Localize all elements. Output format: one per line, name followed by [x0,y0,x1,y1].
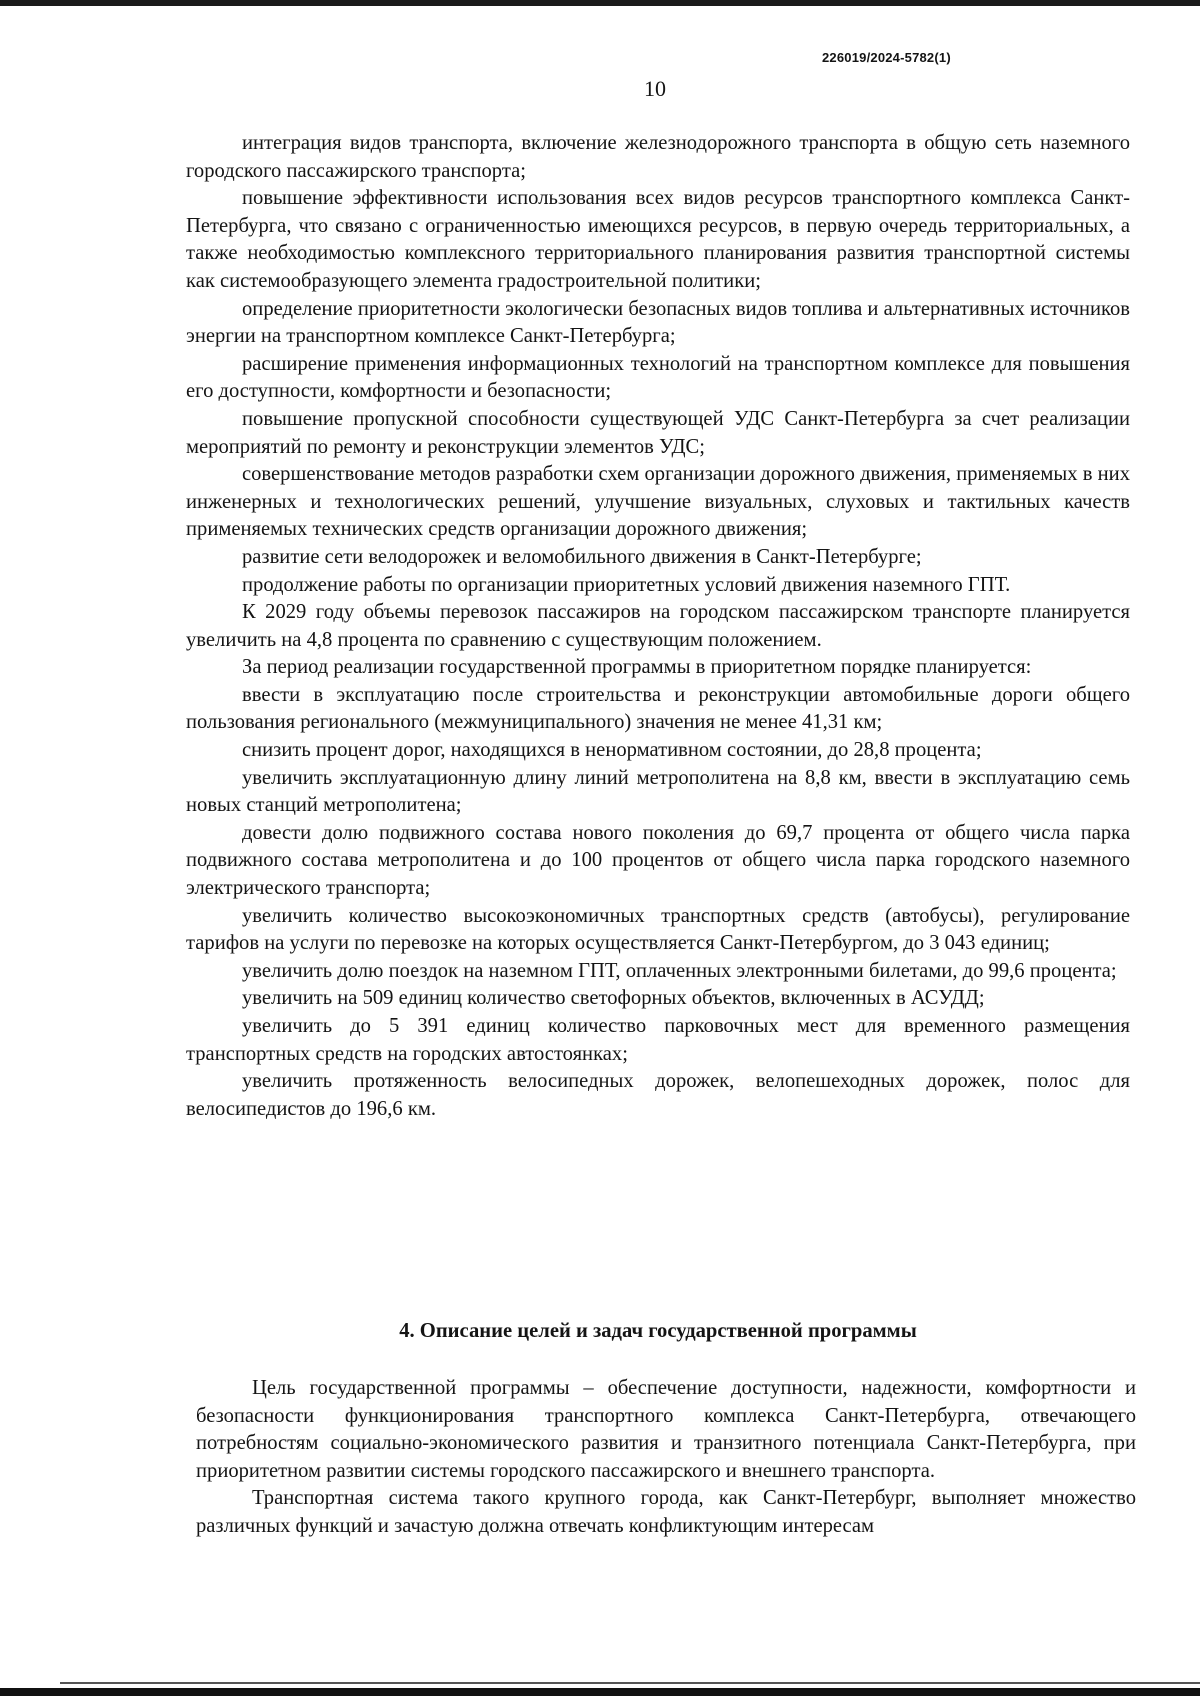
scan-edge-top [0,0,1200,6]
paragraph: ввести в эксплуатацию после строительства и реконструкции автомобильные дороги общего пользования регионального (межмуниципального) значения не менее 41,31 км; [186,683,1130,734]
paragraph: расширение применения информационных технологий на транспортном комплексе для повышения его доступности, комфортности и безопасности; [186,352,1130,403]
section-paragraph: Транспортная система такого крупного города, как Санкт-Петербург, выполняет множество различных функций и зачастую должна отвечать конфликтующим интересам [196,1487,1136,1537]
paragraph: увеличить количество высокоэкономичных транспортных средств (автобусы), регулирование тарифов на услуги по перевозке на которых осуществляется Санкт-Петербургом, до 3 043 единиц; [186,904,1130,955]
paragraph: увеличить до 5 391 единиц количество парковочных мест для временного размещения транспортных средств на городских автостоянках; [186,1015,1130,1065]
paragraph: продолжение работы по организации приоритетных условий движения наземного ГПТ. [242,573,1011,596]
page-number: 10 [644,76,666,101]
paragraph: увеличить долю поездок на наземном ГПТ, оплаченных электронными билетами, до 99,6 процента; [242,959,1117,982]
paragraph: повышение эффективности использования всех видов ресурсов транспортного комплекса Санкт-Петербурга, что связано с ограниченностью имеющихся ресурсов, в первую очередь территориальных, а также необходимостью комплексного территориального планирования развития транспортной системы как системообразующего элемента градостроительной политики; [186,187,1130,292]
paragraph: совершенствование методов разработки схем организации дорожного движения, применяемых в них инженерных и технологических решений, улучшение визуальных, слуховых и тактильных качеств применяемых технических средств организации дорожного движения; [186,463,1130,541]
document-body [186,130,1130,1123]
paragraph: интеграция видов транспорта, включение железнодорожного транспорта в общую сеть наземного городского пассажирского транспорта; [186,132,1130,182]
paragraph: снизить процент дорог, находящихся в ненормативном состоянии, до 28,8 процента; [242,739,982,762]
paragraph: определение приоритетности экологически безопасных видов топлива и альтернативных источников энергии на транспортном комплексе Санкт-Петербурга; [186,297,1130,348]
section-paragraph: Цель государственной программы – обеспечение доступности, надежности, комфортности и безопасности функционирования транспортного комплекса Санкт-Петербурга, отвечающего потребностям социально-экономического развития и транзитного потенциала Санкт-Петербурга, при приоритетном развитии системы городского пассажирского и внешнего транспорта. [196,1377,1136,1482]
paragraph: развитие сети велодорожек и веломобильного движения в Санкт-Петербурге; [242,545,922,568]
scan-edge-hairline [60,1682,1200,1684]
paragraph: увеличить протяженность велосипедных дорожек, велопешеходных дорожек, полос для велосипедистов до 196,6 км. [186,1070,1130,1120]
paragraph: увеличить эксплуатационную длину линий метрополитена на 8,8 км, ввести в эксплуатацию семь новых станций метрополитена; [186,766,1130,817]
paragraph: повышение пропускной способности существующей УДС Санкт-Петербурга за счет реализации мероприятий по ремонту и реконструкции элементов УДС; [186,407,1130,458]
paragraph: За период реализации государственной программы в приоритетном порядке планируется: [242,656,1032,679]
scan-edge-bottom [0,1688,1200,1696]
paragraph: увеличить на 509 единиц количество светофорных объектов, включенных в АСУДД; [242,987,985,1010]
paragraph: довести долю подвижного состава нового поколения до 69,7 процента от общего числа парка подвижного состава метрополитена и до 100 процентов от общего числа парка городского наземного электрического транспорта; [186,821,1130,900]
section-body [196,1375,1136,1541]
section-heading: 4. Описание целей и задач государственной программы [399,1320,917,1342]
document-registration-number: 226019/2024-5782(1) [822,50,951,65]
paragraph: К 2029 году объемы перевозок пассажиров на городском пассажирском транспорте планируется увеличить на 4,8 процента по сравнению с существующим положением. [186,601,1130,651]
